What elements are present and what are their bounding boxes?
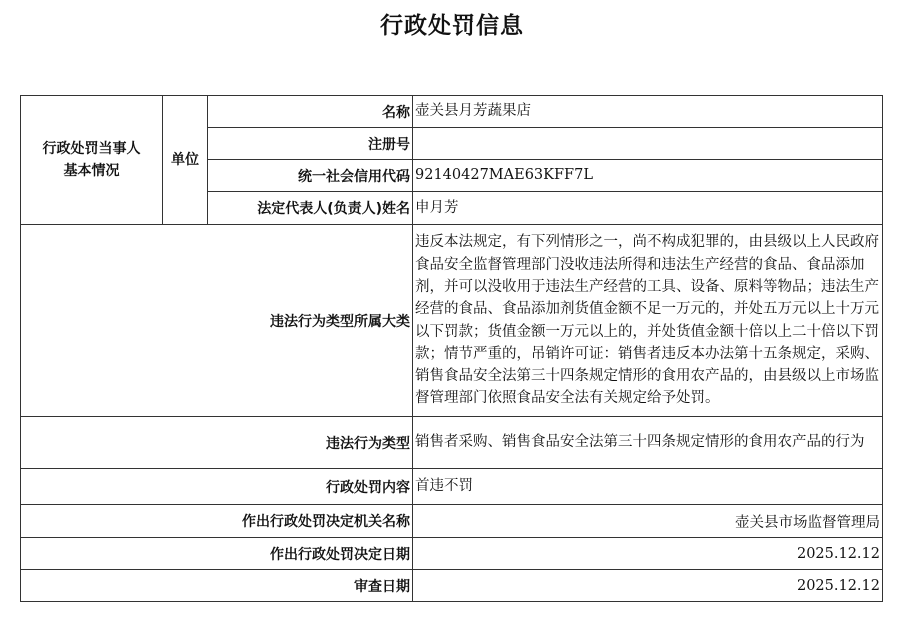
registration-number-value bbox=[413, 128, 883, 160]
penalty-info-table bbox=[20, 95, 883, 602]
registration-number-label: 注册号 bbox=[208, 128, 413, 160]
unit-label: 单位 bbox=[163, 96, 208, 225]
table-row-decision-authority bbox=[21, 505, 883, 538]
legal-representative-label: 法定代表人(负责人)姓名 bbox=[208, 192, 413, 225]
table-row-violation-type bbox=[21, 417, 883, 469]
credit-code-value: 92140427MAE63KFF7L bbox=[413, 160, 883, 192]
credit-code-label: 统一社会信用代码 bbox=[208, 160, 413, 192]
violation-type-value: 销售者采购、销售食品安全法第三十四条规定情形的食用农产品的行为 bbox=[413, 417, 883, 469]
name-value: 壶关县月芳蔬果店 bbox=[413, 96, 883, 128]
table-row-penalty-content bbox=[21, 469, 883, 505]
review-date-value: 2025.12.12 bbox=[413, 570, 883, 602]
page-title: 行政处罚信息 bbox=[380, 12, 524, 39]
party-group-label bbox=[21, 96, 163, 225]
party-group-label-text: 行政处罚当事人 基本情况 bbox=[42, 141, 141, 179]
table-row-violation-category bbox=[21, 225, 883, 417]
decision-authority-label: 作出行政处罚决定机关名称 bbox=[21, 505, 413, 538]
decision-date-label: 作出行政处罚决定日期 bbox=[21, 538, 413, 570]
decision-date-value: 2025.12.12 bbox=[413, 538, 883, 570]
name-label: 名称 bbox=[208, 96, 413, 128]
review-date-label: 审查日期 bbox=[21, 570, 413, 602]
penalty-content-label: 行政处罚内容 bbox=[21, 469, 413, 505]
violation-category-value: 违反本法规定，有下列情形之一，尚不构成犯罪的，由县级以上人民政府食品安全监督管理部门没收违法所得和违法生产经营的食品、食品添加剂，并可以没收用于违法生产经营的工具、设备、原料等物品；违法生产经营的食品、食品添加剂货值金额不足一万元的，并处五万元以上十万元以下罚款；货值金额一万元以上的，并处货值金额十倍以上二十倍以下罚款；情节严重的，吊销许可证：销售者违反本办法第十五条规定，采购、销售食品安全法第三十四条规定情形的食用农产品的，由县级以上市场监督管理部门依照食品安全法有关规定给予处罚。 bbox=[413, 225, 883, 417]
table-row-review-date bbox=[21, 570, 883, 602]
table-row-name bbox=[21, 96, 883, 128]
legal-representative-value: 申月芳 bbox=[413, 192, 883, 225]
decision-authority-value: 壶关县市场监督管理局 bbox=[413, 505, 883, 538]
violation-type-label: 违法行为类型 bbox=[21, 417, 413, 469]
table-row-decision-date bbox=[21, 538, 883, 570]
violation-category-label: 违法行为类型所属大类 bbox=[21, 225, 413, 417]
penalty-content-value: 首违不罚 bbox=[413, 469, 883, 505]
